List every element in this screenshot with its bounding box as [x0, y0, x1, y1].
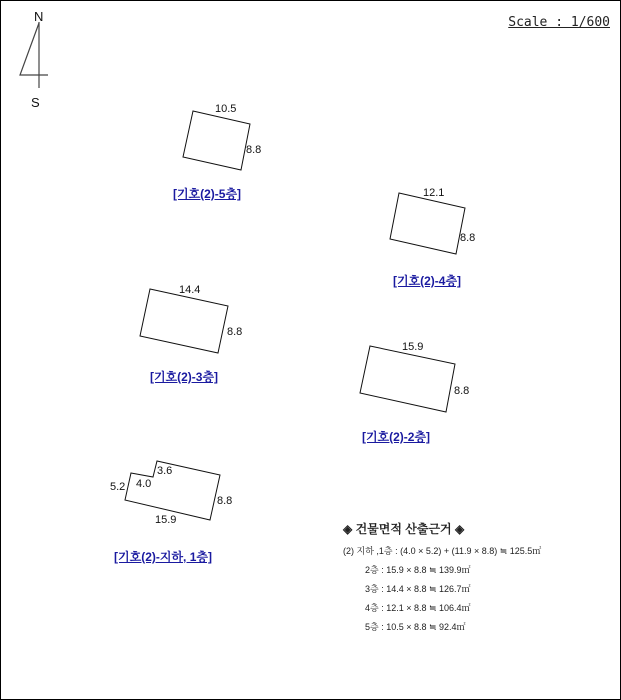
scale-label: Scale : 1/600	[508, 15, 610, 30]
dim-3f-width: 14.4	[179, 284, 201, 296]
caption-4f: [기호(2)-4층]	[392, 274, 462, 288]
dim-b1f-depth: 8.8	[217, 495, 233, 507]
dim-5f-width: 10.5	[215, 103, 237, 115]
building-outline-4f	[390, 193, 465, 254]
caption-2f: [기호(2)-2층]	[361, 430, 431, 444]
caption-3f: [기호(2)-3층]	[149, 370, 219, 384]
dim-3f-depth: 8.8	[227, 326, 243, 338]
dim-b1f-notch-width: 4.0	[136, 478, 152, 490]
building-outline-3f	[140, 289, 228, 353]
calc-row: 2층 : 15.9 × 8.8 ≒ 139.9㎡	[365, 565, 471, 575]
dim-4f-width: 12.1	[423, 187, 445, 199]
calc-row: 5층 : 10.5 × 8.8 ≒ 92.4㎡	[365, 622, 466, 632]
north-label: N	[34, 9, 44, 24]
south-label: S	[31, 95, 40, 110]
caption-b1f: [기호(2)-지하, 1층]	[114, 550, 212, 564]
dim-b1f-left: 5.2	[110, 481, 126, 493]
dim-5f-depth: 8.8	[246, 144, 262, 156]
area-calculation	[343, 520, 541, 639]
dim-2f-width: 15.9	[402, 341, 424, 353]
calc-row: 4층 : 12.1 × 8.8 ≒ 106.4㎡	[365, 603, 471, 613]
building-outline-b1f	[125, 461, 220, 520]
dim-2f-depth: 8.8	[454, 385, 470, 397]
dim-4f-depth: 8.8	[460, 232, 476, 244]
building-outline-5f	[183, 111, 250, 170]
calc-row: 3층 : 14.4 × 8.8 ≒ 126.7㎡	[365, 584, 471, 594]
building-outline-2f	[360, 346, 455, 412]
calc-title: ◈ 건물면적 산출근거 ◈	[343, 522, 465, 536]
dim-b1f-notch-height: 3.6	[157, 465, 173, 477]
caption-5f: [기호(2)-5층]	[172, 187, 242, 201]
dim-b1f-bottom: 15.9	[155, 514, 177, 526]
compass	[20, 22, 48, 88]
compass-arrow	[20, 23, 48, 75]
calc-row: (2) 지하 ,1층 : (4.0 × 5.2) + (11.9 × 8.8) ≒ 125.5㎡	[343, 546, 542, 556]
